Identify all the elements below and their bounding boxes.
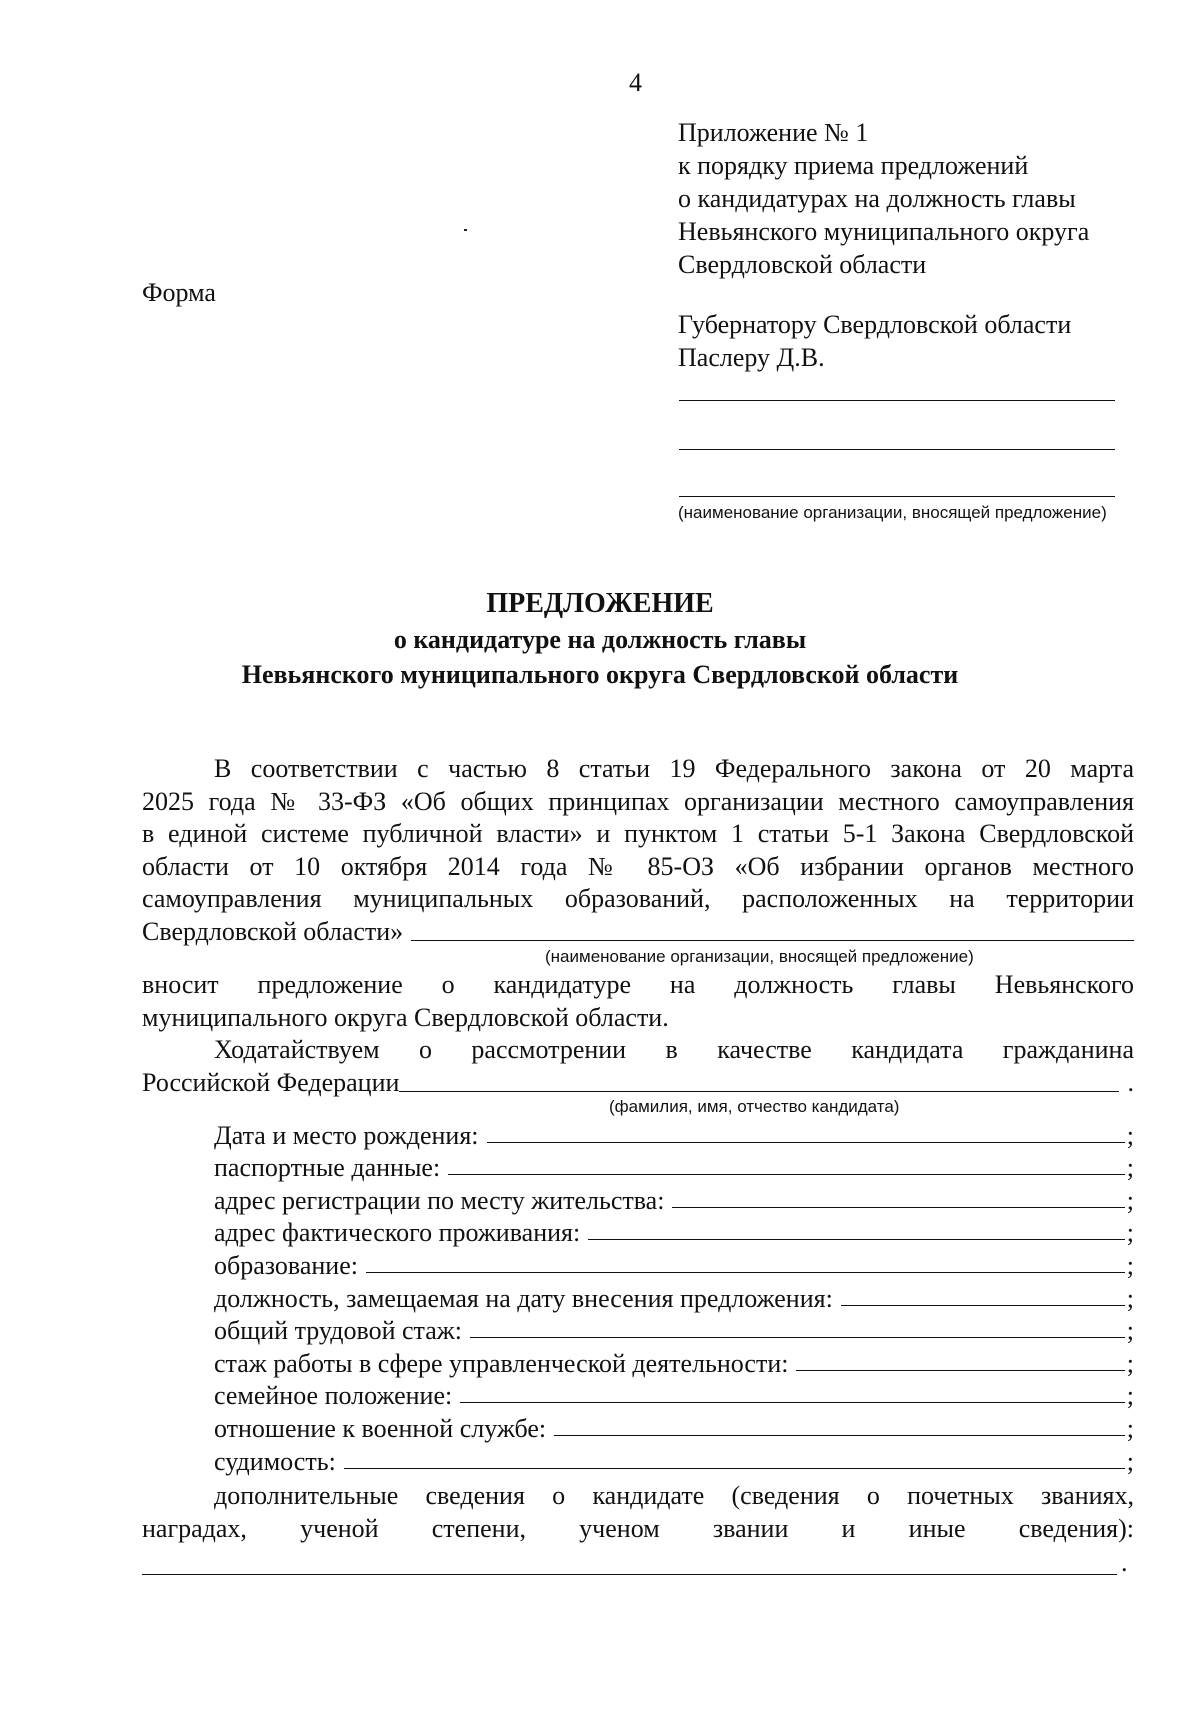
addressee-line: Губернатору Свердловской области — [678, 310, 1072, 339]
paragraph-line: самоуправления муниципальных образований, расположенных на территории — [142, 884, 1134, 913]
field-end: ; — [1126, 1283, 1134, 1313]
field-label: должность, замещаемая на дату внесения предложения: — [214, 1283, 833, 1313]
page-number: 4 — [629, 68, 642, 97]
organization-caption: (наименование организации, вносящей предложение) — [678, 503, 1107, 522]
document-title: ПРЕДЛОЖЕНИЕ — [486, 588, 714, 619]
organization-name-field-row — [142, 916, 1134, 949]
organization-caption-inline: (наименование организации, вносящей предложение) — [545, 947, 974, 966]
organization-blank-line-2[interactable] — [679, 449, 1115, 450]
paragraph-line: Российской Федерации — [142, 1067, 400, 1097]
paragraph-line: муниципального округа Свердловской области. — [142, 1002, 669, 1032]
field-blank[interactable] — [672, 1207, 1124, 1208]
field-passport — [142, 1151, 1134, 1184]
field-blank[interactable] — [448, 1174, 1125, 1175]
field-label: образование: — [214, 1250, 358, 1280]
form-label: Форма — [142, 278, 216, 307]
field-blank[interactable] — [470, 1337, 1125, 1338]
field-label: паспортные данные: — [214, 1153, 441, 1183]
field-end: ; — [1126, 1348, 1134, 1378]
field-end: ; — [1126, 1250, 1134, 1280]
field-blank[interactable] — [487, 1142, 1125, 1143]
line-end-mark: . — [1127, 1067, 1134, 1097]
field-label: общий трудовой стаж: — [214, 1316, 462, 1346]
field-label: стаж работы в сфере управленческой деятельности: — [214, 1348, 789, 1378]
field-education — [142, 1248, 1134, 1281]
field-label: отношение к военной службе: — [214, 1413, 547, 1443]
field-end: ; — [1126, 1381, 1134, 1411]
field-birth-date-place — [142, 1118, 1134, 1151]
paragraph-line: В соответствии с частью 8 статьи 19 Федерального закона от 20 марта — [214, 754, 1134, 783]
field-blank[interactable] — [366, 1272, 1125, 1273]
candidate-name-field-row — [142, 1067, 1134, 1100]
appendix-header — [678, 116, 1089, 281]
appendix-line: о кандидатурах на должность главы — [678, 184, 1076, 213]
document-subtitle-1: о кандидатуре на должность главы — [393, 625, 807, 654]
field-end: ; — [1126, 1218, 1134, 1248]
paragraph-line: 2025 года № 33-ФЗ «Об общих принципах организации местного самоуправления — [142, 786, 1134, 816]
paragraph-line: Ходатайствуем о рассмотрении в качестве кандидата гражданина — [214, 1035, 1134, 1064]
appendix-line: Свердловской области — [678, 250, 927, 279]
paragraph-line: дополнительные сведения о кандидате (сведения о почетных званиях, — [214, 1481, 1134, 1510]
organization-blank-line-3[interactable] — [679, 496, 1115, 497]
paragraph-line: области от 10 октября 2014 года № 85-ОЗ «Об избрании органов местного — [142, 851, 1134, 881]
candidate-details-form — [142, 1118, 1134, 1477]
field-blank[interactable] — [588, 1239, 1125, 1240]
organization-name-blank[interactable] — [411, 939, 1134, 941]
field-label: судимость: — [214, 1446, 336, 1476]
addressee-line: Паслеру Д.В. — [678, 343, 825, 372]
field-current-position — [142, 1281, 1134, 1314]
field-criminal-record — [142, 1444, 1134, 1477]
field-end: ; — [1126, 1120, 1134, 1150]
field-end: ; — [1126, 1316, 1134, 1346]
field-blank[interactable] — [841, 1305, 1125, 1306]
field-end: ; — [1126, 1413, 1134, 1443]
line-end-mark: . — [1121, 1548, 1128, 1577]
paragraph-line: в единой системе публичной власти» и пунктом 1 статьи 5-1 Закона Свердловской — [142, 819, 1134, 848]
field-marital-status — [142, 1379, 1134, 1412]
field-end: ; — [1126, 1446, 1134, 1476]
field-blank[interactable] — [460, 1402, 1125, 1403]
document-subtitle-2: Невьянского муниципального округа Свердловской области — [241, 660, 959, 689]
field-registration-address — [142, 1183, 1134, 1216]
paragraph-legal-basis — [142, 753, 1134, 948]
field-blank[interactable] — [796, 1370, 1124, 1371]
appendix-line: Невьянского муниципального округа — [678, 217, 1090, 246]
field-management-experience — [142, 1346, 1134, 1379]
field-blank[interactable] — [344, 1468, 1125, 1469]
paragraph-line: вносит предложение о кандидатуре на должность главы Невьянского — [142, 970, 1134, 999]
field-end: ; — [1126, 1185, 1134, 1215]
paragraph-proposal — [142, 969, 1134, 1099]
stray-mark — [464, 229, 467, 231]
appendix-line: к порядку приема предложений — [678, 151, 1029, 180]
paragraph-line: наградах, ученой степени, ученом звании и иные сведения): — [142, 1513, 1134, 1543]
field-label: семейное положение: — [214, 1381, 453, 1411]
candidate-name-blank[interactable] — [399, 1090, 1118, 1092]
additional-info-paragraph — [142, 1480, 1134, 1545]
field-end: ; — [1126, 1153, 1134, 1183]
field-actual-address — [142, 1216, 1134, 1249]
candidate-caption: (фамилия, имя, отчество кандидата) — [609, 1097, 900, 1116]
field-military-service — [142, 1411, 1134, 1444]
field-total-experience — [142, 1314, 1134, 1347]
organization-blank-line-1[interactable] — [679, 400, 1115, 401]
appendix-line: Приложение № 1 — [678, 118, 869, 147]
field-blank[interactable] — [554, 1435, 1125, 1436]
field-label: адрес фактического проживания: — [214, 1218, 581, 1248]
addressee — [678, 308, 1071, 374]
field-label: Дата и место рождения: — [214, 1120, 479, 1150]
paragraph-line: Свердловской области» — [142, 916, 404, 946]
additional-info-blank[interactable] — [142, 1574, 1117, 1575]
field-label: адрес регистрации по месту жительства: — [214, 1185, 665, 1215]
